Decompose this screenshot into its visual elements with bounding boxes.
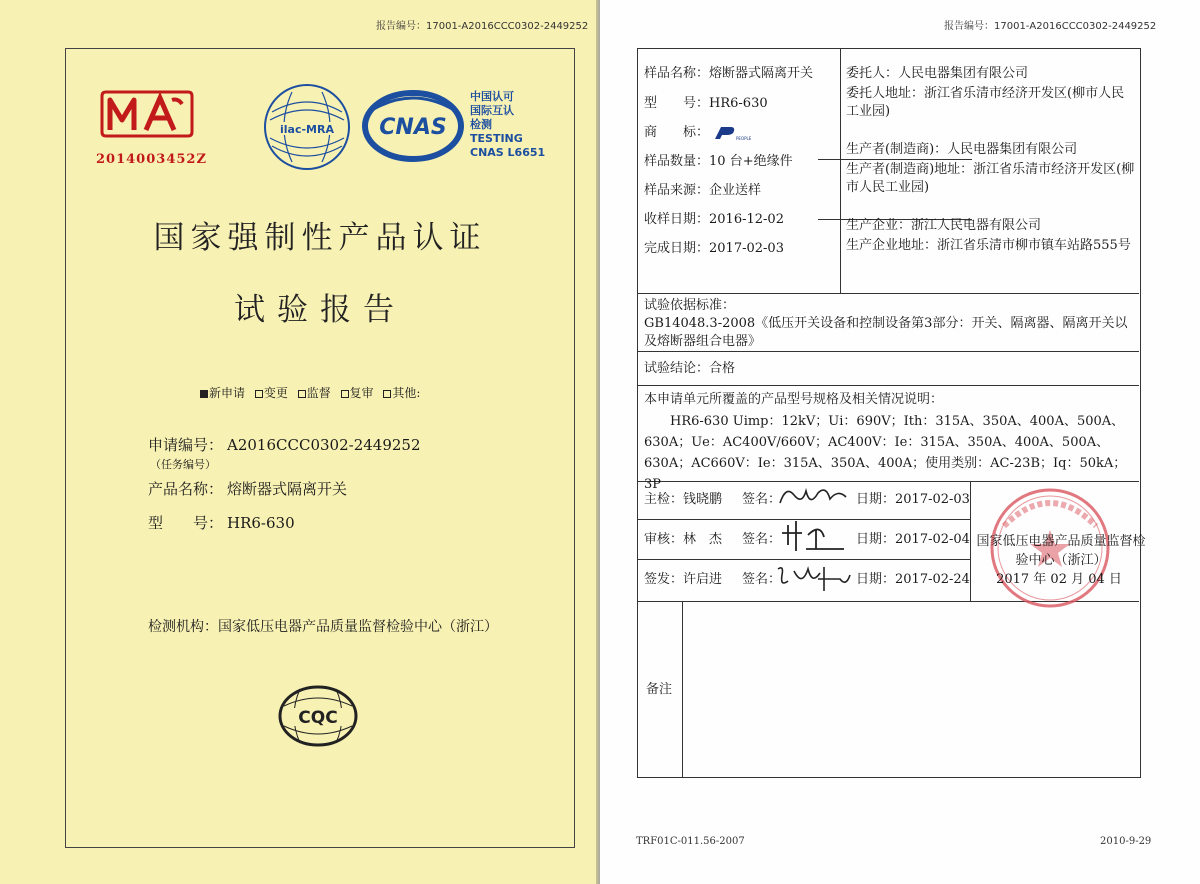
signer-role: 签发：许启进 — [644, 572, 723, 587]
signature-label: 签名： — [742, 572, 782, 587]
column-divider — [682, 601, 683, 777]
client: 委托人：人民电器集团有限公司 — [846, 66, 1029, 81]
cnas-line: 国际互认 — [470, 104, 514, 117]
report-number: 报告编号：17001-A2016CCC0302-2449252 — [944, 21, 1157, 32]
sample-source: 样品来源：企业送样 — [644, 183, 762, 198]
test-conclusion: 试验结论：合格 — [644, 361, 736, 376]
cqc-logo-icon — [276, 684, 360, 748]
form-code: TRF01C-011.56-2007 — [636, 836, 745, 847]
people-brand-logo-icon — [713, 125, 752, 141]
application-number: 申请编号： A2016CCC0302-2449252 — [148, 436, 421, 454]
factory-address: 生产企业地址：浙江省乐清市柳市镇车站路555号 — [846, 238, 1131, 253]
ilac-logo-text: ilac-MRA — [280, 123, 334, 136]
report-table — [637, 48, 1141, 778]
scope-text: HR6-630 Uimp：12kV；Ui：690V；Ith：315A、350A、400A、500A、630A；Ue：AC400V/660V；AC400V：Ie：315A、350A、400A、500A、630A；AC660V：Ie：315A、350A、400A；使用类别：AC-23B；Iq：50kA；3P — [644, 414, 1127, 492]
standard-label: 试验依据标准： — [644, 298, 736, 313]
cnas-line: 中国认可 — [470, 90, 514, 103]
seal-organization: 国家低压电器产品质量监督检验中心（浙江） — [976, 534, 1146, 568]
sign-date: 日期：2017-02-24 — [856, 572, 970, 587]
empty-box-icon — [341, 390, 349, 398]
signature-label: 签名： — [742, 532, 782, 547]
sample-model: 型 号：HR6-630 — [644, 96, 768, 111]
cma-logo-icon — [98, 88, 196, 140]
task-number-note: （任务编号） — [150, 458, 216, 471]
checkbox-supervision: 监督 — [298, 386, 331, 400]
column-divider — [970, 481, 971, 601]
seal-date: 2017 年 02 月 04 日 — [996, 572, 1122, 587]
scope-label: 本申请单元所覆盖的产品型号规格及相关情况说明： — [644, 392, 944, 407]
checked-box-icon — [200, 390, 208, 398]
testing-institution: 检测机构：国家低压电器产品质量监督检验中心（浙江） — [148, 619, 498, 635]
row-divider — [818, 293, 972, 294]
checkbox-review: 复审 — [341, 386, 374, 400]
application-type-checkboxes — [200, 384, 426, 401]
cma-code: 2014003452Z — [96, 152, 207, 167]
column-divider — [840, 49, 841, 293]
sample-quantity: 样品数量：10 台+绝缘件 — [644, 154, 793, 169]
manufacturer: 生产者(制造商)：人民电器集团有限公司 — [846, 142, 1078, 157]
cnas-line: 检测 — [470, 118, 492, 131]
signature-icon — [780, 515, 854, 555]
signature-icon — [774, 557, 856, 597]
completion-date: 完成日期：2017-02-03 — [644, 241, 784, 256]
cover-report-number: 报告编号：17001-A2016CCC0302-2449252 — [376, 21, 589, 32]
cover-subtitle: 试验报告 — [234, 292, 406, 328]
row-divider — [818, 159, 972, 160]
row-divider — [638, 351, 1139, 352]
sign-date: 日期：2017-02-04 — [856, 532, 970, 547]
signer-role: 审核：林 杰 — [644, 532, 723, 547]
cnas-logo-icon — [362, 90, 464, 162]
checkbox-new: 新申请 — [200, 386, 245, 400]
cnas-line: CNAS L6651 — [470, 146, 546, 159]
cnas-info — [470, 90, 545, 160]
cover-title: 国家强制性产品认证 — [153, 220, 487, 256]
sign-date: 日期：2017-02-03 — [856, 492, 970, 507]
brand-logo-text: PEOPLE — [736, 135, 752, 141]
product-model: 型 号： HR6-630 — [148, 514, 295, 532]
empty-box-icon — [255, 390, 263, 398]
cnas-logo-text: CNAS — [379, 115, 447, 140]
standard-text: GB14048.3-2008《低压开关设备和控制设备第3部分：开关、隔离器、隔离开关以及熔断器组合电器》 — [644, 316, 1128, 349]
manufacturer-address: 生产者(制造商)地址：浙江省乐清市经济开发区(柳市人民工业园) — [846, 162, 1135, 195]
client-address: 委托人地址：浙江省乐清市经济开发区(柳市人民工业园) — [846, 86, 1125, 119]
cqc-logo-text: CQC — [298, 708, 338, 728]
checkbox-other: 其他: — [383, 386, 420, 400]
signature-label: 签名： — [742, 492, 782, 507]
remarks-label: 备注 — [646, 682, 673, 697]
factory: 生产企业：浙江人民电器有限公司 — [846, 218, 1042, 233]
report-page — [600, 0, 1200, 884]
signature-icon — [776, 481, 854, 513]
checkbox-change: 变更 — [255, 386, 288, 400]
trademark: 商 标： PEOPLE — [644, 125, 752, 141]
sample-name: 样品名称：熔断器式隔离开关 — [644, 66, 814, 81]
empty-box-icon — [383, 390, 391, 398]
signer-role: 主检：钱晓鹏 — [644, 492, 723, 507]
ilac-mra-logo-icon — [262, 82, 352, 172]
product-name: 产品名称： 熔断器式隔离开关 — [148, 480, 348, 498]
form-date: 2010-9-29 — [1100, 836, 1152, 847]
cnas-line: TESTING — [470, 132, 523, 145]
empty-box-icon — [298, 390, 306, 398]
receive-date: 收样日期：2016-12-02 — [644, 212, 784, 227]
row-divider — [638, 385, 1139, 386]
